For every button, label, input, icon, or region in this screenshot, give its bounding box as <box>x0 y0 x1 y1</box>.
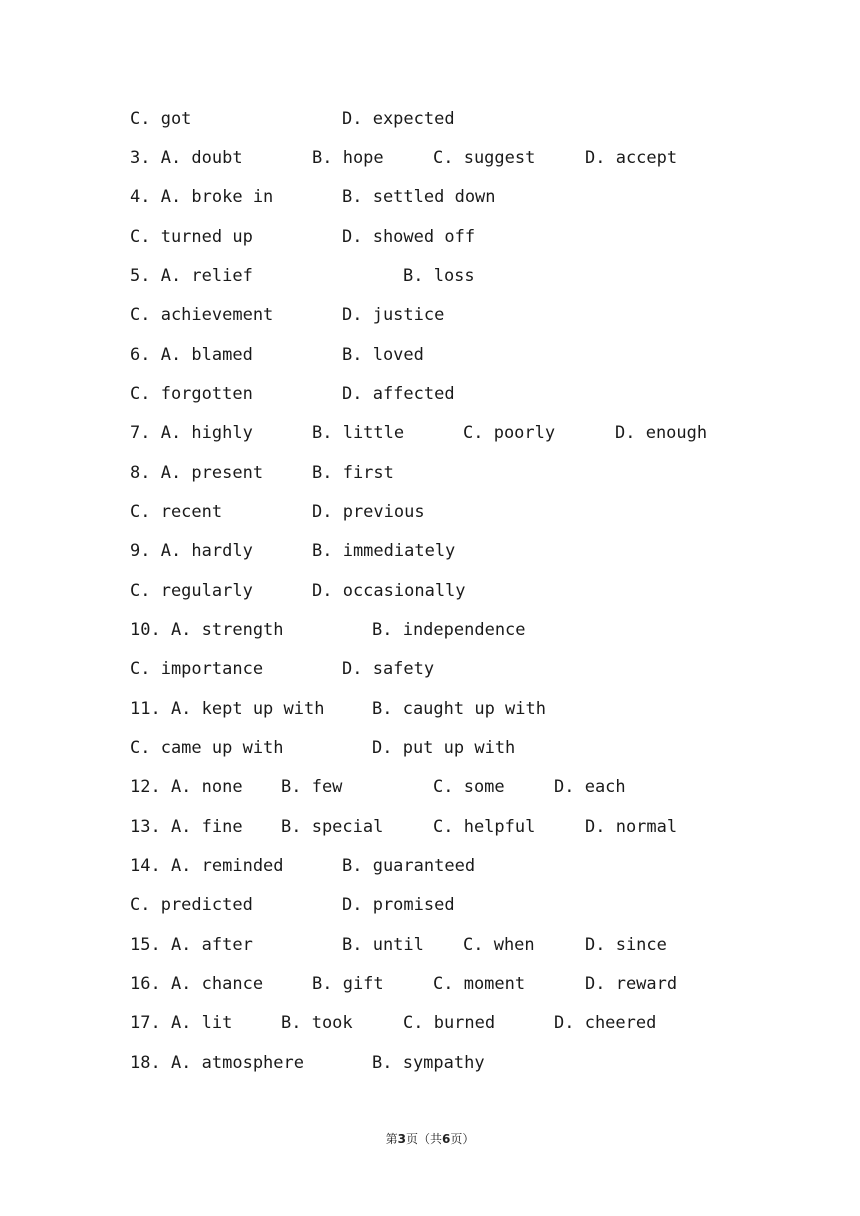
option-text: D. normal <box>585 817 678 837</box>
option-text: 9. A. hardly <box>130 541 253 561</box>
page-footer <box>0 1130 860 1148</box>
option-text: D. cheered <box>554 1013 657 1033</box>
option-text: 17. A. lit <box>130 1013 233 1033</box>
option-text: D. previous <box>312 502 425 522</box>
option-text: B. gift <box>312 974 384 994</box>
option-text: B. few <box>281 777 343 797</box>
option-text: B. guaranteed <box>342 856 476 876</box>
option-text: 15. A. after <box>130 935 253 955</box>
option-text: B. took <box>281 1013 353 1033</box>
footer-total-pages: 6 <box>442 1132 451 1146</box>
option-text: C. burned <box>403 1013 496 1033</box>
option-text: B. until <box>342 935 424 955</box>
option-text: C. moment <box>433 974 526 994</box>
option-text: D. occasionally <box>312 581 466 601</box>
question-line <box>0 618 860 642</box>
option-text: B. sympathy <box>372 1053 485 1073</box>
option-text: B. first <box>312 463 394 483</box>
option-text: B. little <box>312 423 405 443</box>
question-line <box>0 303 860 327</box>
question-line <box>0 1051 860 1075</box>
option-text: C. poorly <box>463 423 556 443</box>
question-line <box>0 657 860 681</box>
option-text: D. accept <box>585 148 678 168</box>
question-line <box>0 264 860 288</box>
question-line <box>0 815 860 839</box>
question-line <box>0 775 860 799</box>
question-line <box>0 107 860 131</box>
option-text: C. forgotten <box>130 384 253 404</box>
question-line <box>0 421 860 445</box>
option-text: C. regularly <box>130 581 253 601</box>
question-line <box>0 343 860 367</box>
option-text: C. came up with <box>130 738 284 758</box>
option-text: D. put up with <box>372 738 516 758</box>
option-text: B. hope <box>312 148 384 168</box>
option-text: 4. A. broke in <box>130 187 274 207</box>
option-text: D. each <box>554 777 626 797</box>
option-text: 7. A. highly <box>130 423 253 443</box>
option-text: 16. A. chance <box>130 974 264 994</box>
option-text: 14. A. reminded <box>130 856 284 876</box>
question-line <box>0 146 860 170</box>
option-text: C. suggest <box>433 148 536 168</box>
option-text: 6. A. blamed <box>130 345 253 365</box>
option-text: B. independence <box>372 620 526 640</box>
option-text: B. special <box>281 817 384 837</box>
footer-prefix: 第 <box>385 1132 398 1146</box>
option-text: D. safety <box>342 659 435 679</box>
question-line <box>0 225 860 249</box>
question-line <box>0 972 860 996</box>
option-text: C. achievement <box>130 305 274 325</box>
option-text: C. helpful <box>433 817 536 837</box>
option-text: C. turned up <box>130 227 253 247</box>
question-line <box>0 500 860 524</box>
option-text: D. affected <box>342 384 455 404</box>
option-text: 13. A. fine <box>130 817 243 837</box>
option-text: D. since <box>585 935 667 955</box>
option-text: B. settled down <box>342 187 496 207</box>
footer-page-number: 3 <box>397 1132 406 1146</box>
question-line <box>0 579 860 603</box>
option-text: 12. A. none <box>130 777 243 797</box>
option-text: 10. A. strength <box>130 620 284 640</box>
question-line <box>0 893 860 917</box>
option-text: D. promised <box>342 895 455 915</box>
option-text: D. expected <box>342 109 455 129</box>
option-text: B. loved <box>342 345 424 365</box>
option-text: C. predicted <box>130 895 253 915</box>
option-text: D. enough <box>615 423 708 443</box>
option-text: B. caught up with <box>372 699 546 719</box>
option-text: 18. A. atmosphere <box>130 1053 304 1073</box>
option-text: B. loss <box>403 266 475 286</box>
option-text: D. showed off <box>342 227 476 247</box>
footer-suffix: 页） <box>450 1132 475 1146</box>
question-line <box>0 933 860 957</box>
question-line <box>0 382 860 406</box>
option-text: C. when <box>463 935 535 955</box>
option-text: C. some <box>433 777 505 797</box>
question-line <box>0 539 860 563</box>
option-text: 5. A. relief <box>130 266 253 286</box>
option-text: D. reward <box>585 974 678 994</box>
question-line <box>0 854 860 878</box>
question-line <box>0 697 860 721</box>
footer-middle: 页（共 <box>405 1132 442 1146</box>
option-text: 8. A. present <box>130 463 264 483</box>
option-text: 11. A. kept up with <box>130 699 325 719</box>
question-line <box>0 461 860 485</box>
option-text: C. recent <box>130 502 223 522</box>
option-text: 3. A. doubt <box>130 148 243 168</box>
question-line <box>0 185 860 209</box>
option-text: C. got <box>130 109 192 129</box>
option-text: B. immediately <box>312 541 456 561</box>
option-text: D. justice <box>342 305 445 325</box>
question-line <box>0 1011 860 1035</box>
question-line <box>0 736 860 760</box>
option-text: C. importance <box>130 659 264 679</box>
